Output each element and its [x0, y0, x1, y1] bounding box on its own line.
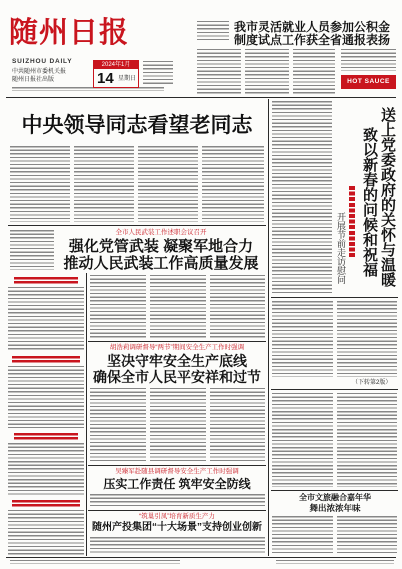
article-body-text	[90, 537, 265, 555]
continued-on-page-note: （下转第2版）	[352, 380, 392, 386]
publisher-line: 中共随州市委机关报	[12, 69, 67, 75]
article-body-text	[337, 516, 397, 555]
article-body-text	[74, 146, 134, 222]
holiday-visits-headline: 送上党委政府的关怀与温暖	[379, 107, 396, 287]
article-body-text	[10, 146, 70, 222]
culture-carnival-headline: 全市文旅融合嘉年华	[299, 493, 371, 502]
article-body-text	[337, 301, 397, 377]
section-divider	[88, 465, 266, 466]
date-month: 2024年1月	[94, 61, 138, 69]
masthead-english-name: SUIZHOU DAILY	[12, 58, 73, 65]
brief-headline	[14, 277, 78, 284]
article-body-text	[90, 388, 146, 462]
article-body-text	[245, 49, 289, 95]
brief-headline	[12, 500, 80, 507]
article-body-text	[337, 393, 397, 487]
article-body-text	[341, 49, 396, 71]
article-body-text	[90, 494, 265, 508]
section-divider	[271, 490, 398, 491]
article-body-text	[8, 510, 84, 555]
brief-headline	[14, 433, 78, 440]
registration-text	[12, 87, 164, 91]
county-safety-kicker: 吴臻军赴随县调研督导安全生产工作时强调	[115, 468, 239, 475]
festival-safety-headline: 坚决守牢安全生产底线	[107, 353, 247, 369]
article-body-text	[210, 275, 265, 338]
armed-forces-kicker: 全市人民武装工作述职会议召开	[115, 229, 207, 236]
county-safety-headline: 压实工作责任 筑牢安全防线	[103, 477, 251, 491]
section-divider	[88, 510, 266, 511]
article-body-text	[210, 388, 265, 462]
footer-divider	[6, 557, 396, 558]
commentary-badge	[341, 75, 396, 89]
date-day: 14	[97, 70, 114, 87]
date-weekday: 星期日	[117, 76, 136, 82]
column-divider	[86, 273, 87, 556]
article-body-text	[90, 275, 146, 338]
article-body-text	[150, 275, 206, 338]
culture-carnival-headline: 舞出浓浓年味	[309, 503, 361, 513]
article-body-text	[138, 146, 198, 222]
article-body-text	[272, 101, 332, 295]
article-body-text	[8, 366, 84, 428]
armed-forces-headline: 强化党管武装 凝聚军地合力	[68, 238, 254, 255]
footer-editor-text	[276, 560, 394, 564]
article-body-text	[197, 21, 229, 42]
article-body-text	[272, 393, 333, 487]
calendar-info-text	[143, 61, 173, 85]
holiday-visits-headline: 致以新春的问候和祝福	[361, 127, 378, 277]
brief-headline	[12, 356, 80, 363]
masthead-logo: 随州日报	[9, 17, 130, 49]
holiday-visits-byline	[349, 186, 355, 258]
festival-safety-kicker: 胡浩莉调研督导“两节”期间安全生产工作时强调	[109, 344, 245, 351]
pension-fund-headline: 我市灵活就业人员参加公积金	[234, 20, 391, 34]
article-body-text	[150, 388, 206, 462]
armed-forces-headline: 推动人民武装工作高质量发展	[63, 255, 259, 272]
section-divider	[271, 389, 398, 390]
commentary-badge-label: HOT SAUCE	[347, 78, 390, 85]
date-box	[93, 60, 139, 88]
lead-headline: 中央领导同志看望老同志	[21, 114, 253, 137]
column-divider	[268, 99, 269, 556]
festival-safety-headline: 确保全市人民平安祥和过节	[93, 369, 261, 385]
article-body-text	[202, 146, 264, 222]
section-divider	[8, 225, 266, 226]
article-body-text	[197, 49, 241, 95]
industrial-investment-headline: 随州产投集团“十大场景”支持创业创新	[92, 522, 262, 533]
article-body-text	[8, 287, 84, 351]
article-body-text	[10, 230, 54, 270]
section-divider	[88, 341, 266, 342]
article-body-text	[272, 301, 333, 377]
article-body-text	[272, 516, 333, 555]
holiday-visits-subhead: 开展节前走访慰问	[336, 212, 346, 284]
publisher-line: 随州日报社出版	[12, 77, 55, 83]
article-body-text	[293, 49, 335, 95]
article-body-text	[8, 443, 84, 496]
industrial-investment-kicker: “筑巢引凤”培育新质生产力	[139, 513, 215, 520]
masthead-divider	[6, 97, 396, 98]
section-divider	[271, 297, 398, 298]
footer-imprint-text	[10, 560, 180, 564]
pension-fund-headline: 制度试点工作获全省通报表扬	[234, 33, 391, 47]
